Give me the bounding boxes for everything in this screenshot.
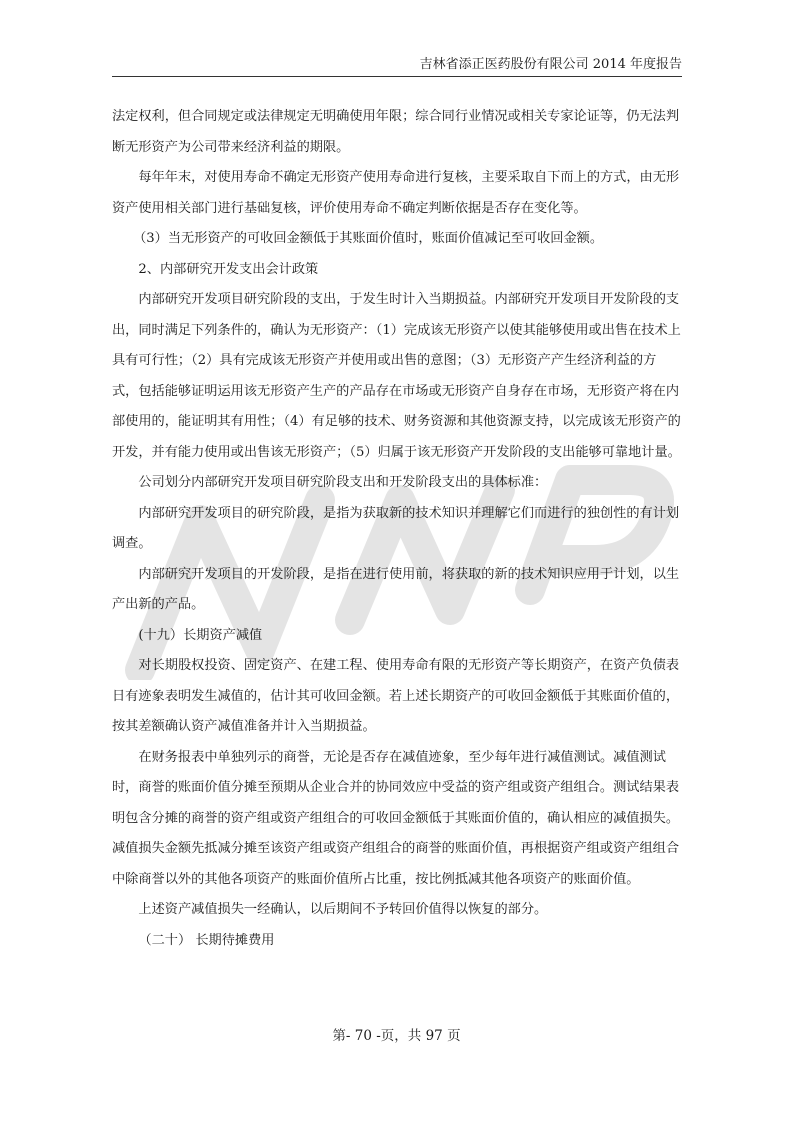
paragraph-development-stage: 内部研究开发项目的开发阶段，是指在进行使用前，将获取的新的技术知识应用于计划，以生产出新的产品。 bbox=[112, 566, 680, 612]
paragraph-research-stage: 内部研究开发项目的研究阶段，是指为获取新的技术知识并理解它们而进行的独创性的有计划调查。 bbox=[112, 505, 680, 551]
paragraph-rnd-standard: 公司划分内部研究开发项目研究阶段支出和开发阶段支出的具体标准： bbox=[138, 475, 548, 490]
paragraph-writedown: （3）当无形资产的可收回金额低于其账面价值时，账面价值减记至可收回金额。 bbox=[133, 231, 604, 246]
header-title: 吉林省添正医药股份有限公司 2014 年度报告 bbox=[419, 57, 682, 72]
document-body bbox=[112, 102, 682, 956]
page-footer bbox=[0, 1024, 793, 1044]
paragraph-goodwill: 在财务报表中单独列示的商誉，无论是否存在减值迹象，至少每年进行减值测试。减值测试时，商誉的账面价值分摊至预期从企业合并的协同效应中受益的资产组或资产组组合。测试结果表明包含分摊的商誉的资产组或资产组组合的可收回金额低于其账面价值的，确认相应的减值损失。减值损失金额先抵减分摊至该资产组或资产组组合的商誉的账面价值，再根据资产组或资产组组合中除商誉以外的其他各项资产的账面价值所占比重，按比例抵减其他各项资产的账面价值。 bbox=[112, 749, 680, 887]
paragraph-no-reversal: 上述资产减值损失一经确认，以后期间不予转回价值得以恢复的部分。 bbox=[138, 902, 548, 917]
header-rule bbox=[112, 76, 682, 77]
section-heading-deferred-expenses: （二十） 长期待摊费用 bbox=[138, 932, 275, 948]
paragraph-rnd-conditions: 内部研究开发项目研究阶段的支出，于发生时计入当期损益。内部研究开发项目开发阶段的支出，同时满足下列条件的，确认为无形资产：（1）完成该无形资产以使其能够使用或出售在技术上具有可行性；（2）具有完成该无形资产并使用或出售的意图；（3）无形资产产生经济利益的方式，包括能够证明运用该无形资产生产的产品存在市场或无形资产自身存在市场，无形资产将在内部使用的，能证明其有用性；（4）有足够的技术、财务资源和其他资源支持，以完成该无形资产的开发，并有能力使用或出售该无形资产；（5）归属于该无形资产开发阶段的支出能够可靠地计量。 bbox=[112, 292, 681, 460]
page-number: 第- 70 -页，共 97 页 bbox=[332, 1028, 461, 1044]
paragraph-long-term-assets: 对长期股权投资、固定资产、在建工程、使用寿命有限的无形资产等长期资产，在资产负债表日有迹象表明发生减值的，估计其可收回金额。若上述长期资产的可收回金额低于其账面价值的，按其差额确认资产减值准备并计入当期损益。 bbox=[112, 658, 680, 734]
paragraph-intangible-rights: 法定权利，但合同规定或法律规定无明确使用年限；综合同行业情况或相关专家论证等，仍无法判断无形资产为公司带来经济利益的期限。 bbox=[112, 109, 680, 155]
section-heading-rnd-policy: 2、内部研究开发支出会计政策 bbox=[138, 261, 319, 277]
paragraph-annual-review: 每年年末，对使用寿命不确定无形资产使用寿命进行复核，主要采取自下而上的方式，由无形资产使用相关部门进行基础复核，评价使用寿命不确定判断依据是否存在变化等。 bbox=[112, 170, 680, 216]
page-header bbox=[112, 56, 682, 78]
section-heading-impairment: (十九）长期资产减值 bbox=[138, 627, 263, 643]
